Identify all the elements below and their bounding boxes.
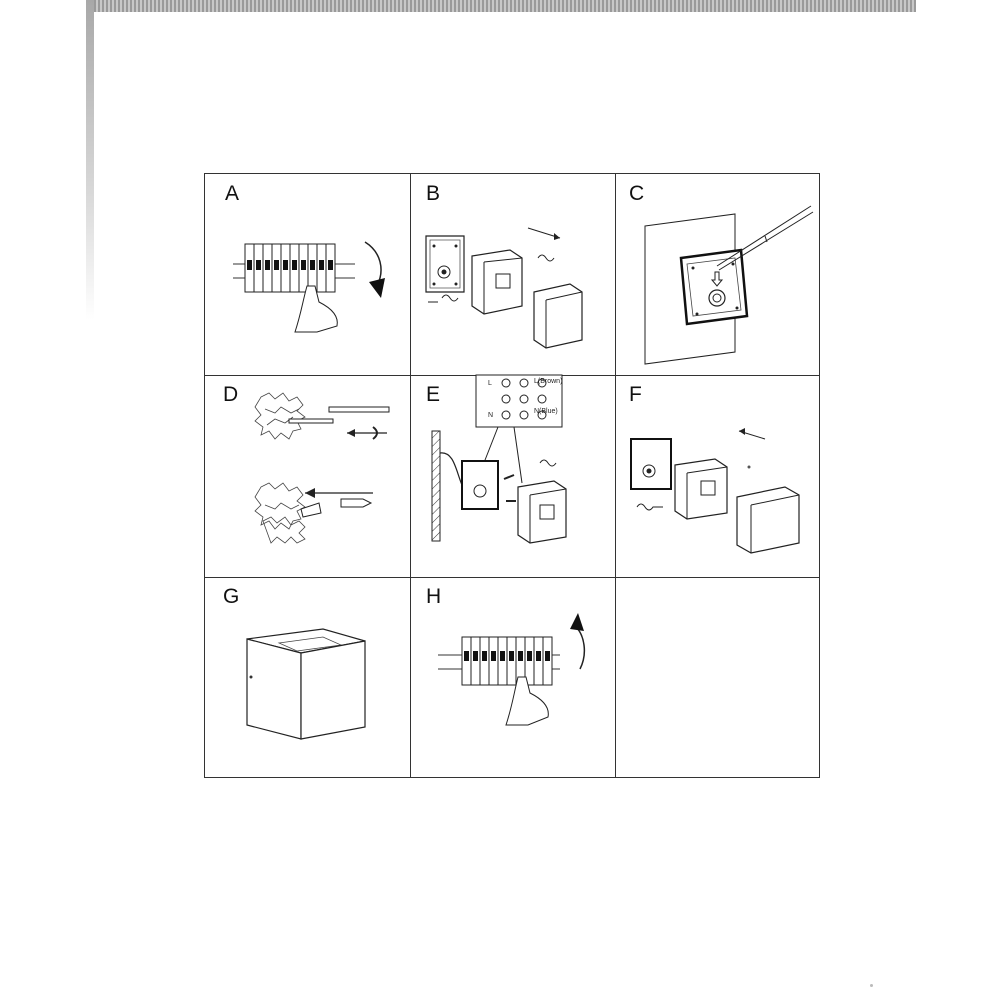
step-letter: C	[629, 182, 645, 205]
finished-lamp-illustration	[205, 577, 410, 779]
step-b-panel	[410, 174, 615, 375]
step-d-panel	[205, 375, 410, 577]
step-letter: A	[225, 182, 240, 205]
breaker-panel-off-illustration	[205, 174, 410, 375]
reassembly-illustration	[615, 375, 821, 577]
step-a-panel	[205, 174, 410, 375]
scan-edge-left	[86, 0, 94, 320]
wire-label-live: L	[488, 380, 492, 387]
step-letter: B	[426, 182, 441, 205]
step-letter: D	[223, 383, 239, 406]
exploded-assembly-illustration	[410, 174, 615, 375]
empty-panel	[615, 577, 821, 779]
drilling-illustration	[205, 375, 410, 577]
instruction-grid	[204, 173, 820, 778]
scan-edge-top	[86, 0, 916, 12]
step-letter: E	[426, 383, 441, 406]
step-e-panel	[410, 375, 615, 577]
scan-speck	[870, 984, 873, 987]
wire-label-blue: N(Blue)	[534, 408, 558, 415]
wire-label-neutral: N	[488, 412, 494, 419]
breaker-panel-on-illustration	[410, 577, 615, 779]
step-f-panel	[615, 375, 821, 577]
step-h-panel	[410, 577, 615, 779]
step-letter: H	[426, 585, 442, 608]
wire-label-brown: L(Brown)	[534, 378, 563, 385]
step-letter: G	[223, 585, 240, 608]
step-g-panel	[205, 577, 410, 779]
step-letter: F	[629, 383, 642, 406]
wall-marking-illustration	[615, 174, 821, 375]
step-c-panel	[615, 174, 821, 375]
wiring-connection-illustration	[410, 375, 615, 577]
